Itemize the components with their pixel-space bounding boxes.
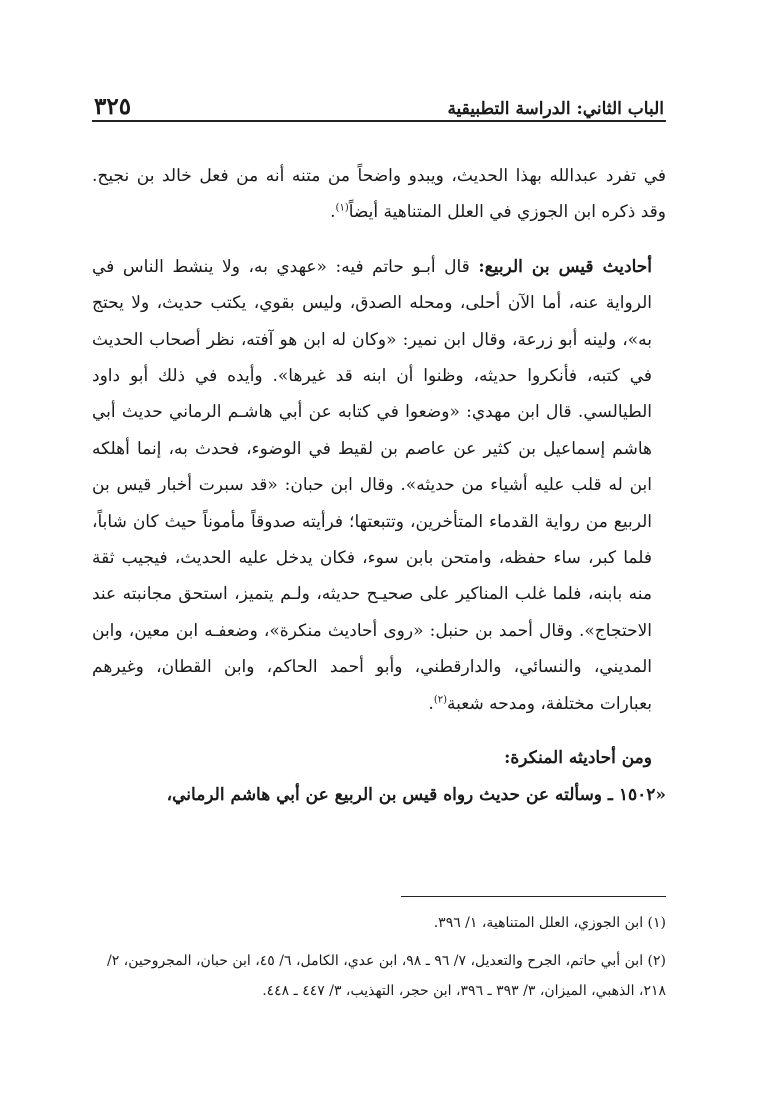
paragraph-2 (92, 249, 666, 722)
subheading: ومن أحاديثه المنكرة: (504, 748, 652, 769)
section-lead: أحاديث قيس بن الربيع: (478, 256, 653, 277)
footnote-2: (٢) ابن أبي حاتم، الجرح والتعديل، ٧/ ٩٦ ـ ٩٨، ابن عدي، الكامل، ٦/ ٤٥، ابن حبان، المجروحين، ٢/ ٢١٨، الذهبي، الميزان، ٣/ ٣٩٣ ـ ٣٩٦، ابن حجر، التهذيب، ٣/ ٤٤٧ ـ ٤٤٨. (106, 953, 666, 999)
running-title: الباب الثاني: الدراسة التطبيقية (447, 99, 664, 119)
page-header (94, 80, 664, 120)
main-text (92, 158, 666, 813)
footnote-ref-2: (٢) (433, 694, 448, 706)
footnote-1: (١) ابن الجوزي، العلل المتناهية، ١/ ٣٩٦. (433, 915, 666, 931)
paragraph-1 (92, 158, 666, 231)
footnote-rule (401, 896, 666, 897)
paragraph-1-line-2: وقد ذكره ابن الجوزي في العلل المتناهية أيضاً (348, 202, 666, 223)
footnote-ref-1: (١) (335, 202, 349, 214)
hadith-line: «١٥٠٢ ـ وسألته عن حديث رواه قيس بن الربيع عن أبي هاشم الرماني، (166, 784, 666, 805)
header-rule (92, 120, 666, 122)
paragraph-1-end: . (330, 202, 336, 223)
footnotes (92, 908, 666, 1006)
page-number: ٣٢٥ (94, 93, 132, 120)
paragraph-2-text: قال أبـو حاتم فيه: «عهدي به، ولا ينشط الناس في الرواية عنه، أما الآن أحلى، ومحله الصدق، وليس بقوي، يكتب حديث، ولا يحتج به»، ولينه أبو زرعة، وقال ابن نمير: «وكان له ابن هو آفته، نظر أصحاب الحديث في كتبه، فأنكروا حديثه، وظنوا أن ابنه قد غيرها». وأيده في ذلك أبو داود الطيالسي. قال ابن مهدي: «وضعوا في كتابه عن أبي هاشـم الرماني حديث أبي هاشم إسماعيل بن كثير عن عاصم بن لقيط في الوضوء، فحدث به، إنما أهلكه ابن له قلب عليه أشياء من حديثه». وقال ابن حبان: «قد سبرت أخبار قيس بن الربيع من رواية القدماء المتأخرين، وتتبعتها؛ فرأيته صدوقاً مأموناً حيث كان شاباً، فلما كبر، ساء حفظه، وامتحن بابن سوء، فكان يدخل عليه الحديث، فيجيب ثقة منه بابنه، فلما غلب المناكير على صحيـح حديثه، ولـم يتميز، استحق مجانبته عند الاحتجاج». وقال أحمد بن حنبل: «روى أحاديث منكرة»، وضعفـه ابن معين، وابن المديني، والنسائي، والدارقطني، وأبو أحمد الحاكم، وابن القطان، وغيرهم بعبارات مختلفة، ومدحه شعبة (92, 256, 652, 714)
paragraph-1-line-1: في تفرد عبدالله بهذا الحديث، ويبدو واضحاً من متنه أنه من فعل خالد بن نجيح. (92, 166, 666, 186)
paragraph-2-end: . (428, 693, 434, 714)
